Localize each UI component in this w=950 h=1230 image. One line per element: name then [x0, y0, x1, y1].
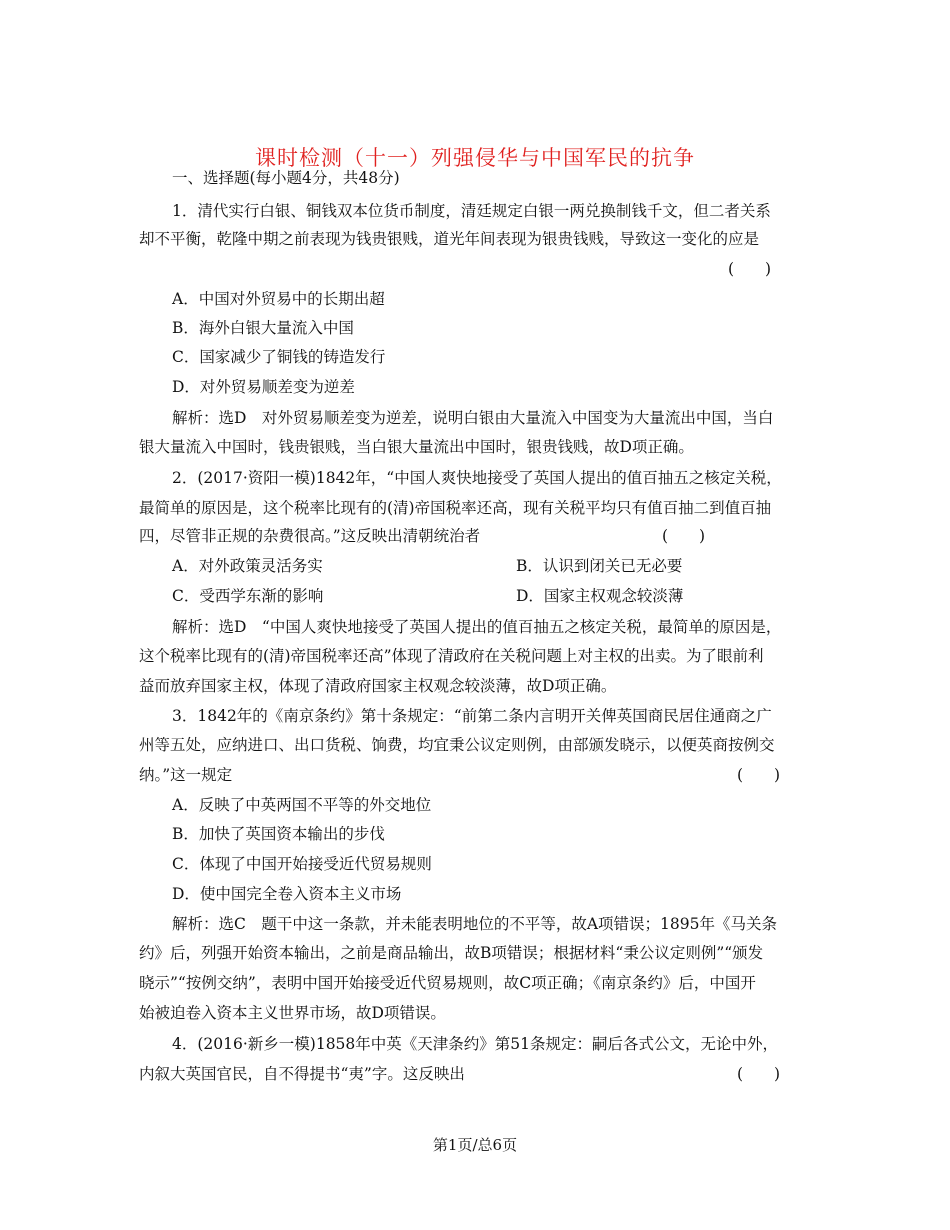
- q1-option-a: A．中国对外贸易中的长期出超: [172, 290, 385, 308]
- q3-analysis-line-4: 始被迫卷入资本主义世界市场，故D项错误。: [139, 1004, 446, 1022]
- page-number-footer: 第1页/总6页: [432, 1136, 518, 1154]
- q2-analysis-line-2: 这个税率比现有的(清)帝国税率还高”体现了清政府在关税问题上对主权的出卖。为了眼前利: [139, 647, 764, 665]
- q1-analysis-line-2: 银大量流入中国时，钱贵银贱，当白银大量流出中国时，银贵钱贱，故D项正确。: [139, 438, 694, 456]
- document-title: 课时检测（十一）列强侵华与中国军民的抗争: [255, 146, 695, 170]
- q3-option-d: D．使中国完全卷入资本主义市场: [172, 885, 402, 903]
- q3-stem-line-3: 纳。”这一规定: [139, 766, 233, 784]
- q3-option-b: B．加快了英国资本输出的步伐: [172, 825, 385, 843]
- q2-option-b: B．认识到闭关已无必要: [516, 557, 683, 575]
- q1-option-d: D．对外贸易顺差变为逆差: [172, 378, 355, 396]
- q1-option-b: B．海外白银大量流入中国: [172, 319, 354, 337]
- q4-answer-blank: ( ): [737, 1065, 781, 1083]
- q1-analysis-line-1: 解析：选D 对外贸易顺差变为逆差，说明白银由大量流入中国变为大量流出中国，当白: [172, 409, 774, 427]
- q2-analysis-line-3: 益而放弃国家主权，体现了清政府国家主权观念较淡薄，故D项正确。: [139, 677, 617, 695]
- q3-stem-line-1: 3．1842年的《南京条约》第十条规定：“前第二条内言明开关俾英国商民居住通商之广: [172, 707, 772, 725]
- q3-answer-blank: ( ): [737, 766, 781, 784]
- section-heading: 一、选择题(每小题4分，共48分): [172, 169, 400, 187]
- q2-stem-line-3: 四，尽管非正规的杂费很高。”这反映出清朝统治者: [139, 527, 481, 545]
- q3-option-c: C．体现了中国开始接受近代贸易规则: [172, 855, 432, 873]
- q1-option-c: C．国家减少了铜钱的铸造发行: [172, 348, 386, 366]
- q4-stem-line-1: 4．(2016·新乡一模)1858年中英《天津条约》第51条规定：嗣后各式公文，无论中外，: [172, 1035, 779, 1053]
- q3-stem-line-2: 州等五处，应纳进口、出口货税、饷费，均宜秉公议定则例，由部颁发晓示，以便英商按例交: [139, 736, 775, 754]
- q2-answer-blank: ( ): [662, 527, 706, 545]
- q2-stem-line-1: 2．(2017·资阳一模)1842年，“中国人爽快地接受了英国人提出的值百抽五之核定关税，: [172, 469, 782, 487]
- q1-stem-line-2: 却不平衡，乾隆中期之前表现为钱贵银贱，道光年间表现为银贵钱贱，导致这一变化的应是: [139, 230, 760, 248]
- q3-analysis-line-3: 晓示”“按例交纳”，表明中国开始接受近代贸易规则，故C项正确；《南京条约》后，中国开: [139, 974, 756, 992]
- q2-option-c: C．受西学东渐的影响: [172, 587, 324, 605]
- q3-option-a: A．反映了中英两国不平等的外交地位: [172, 796, 432, 814]
- q2-option-d: D．国家主权观念较淡薄: [516, 587, 684, 605]
- q2-option-a: A．对外政策灵活务实: [172, 557, 323, 575]
- q2-analysis-line-1: 解析：选D “中国人爽快地接受了英国人提出的值百抽五之核定关税，最简单的原因是，: [172, 618, 782, 636]
- q3-analysis-line-1: 解析：选C 题干中这一条款，并未能表明地位的不平等，故A项错误；1895年《马关条: [172, 915, 778, 933]
- q4-stem-line-2: 内叙大英国官民，自不得提书“夷”字。这反映出: [139, 1065, 465, 1083]
- q2-stem-line-2: 最简单的原因是，这个税率比现有的(清)帝国税率还高，现有关税平均只有值百抽二到值百抽: [139, 499, 772, 517]
- q1-answer-blank: ( ): [728, 260, 772, 278]
- q3-analysis-line-2: 约》后，列强开始资本输出，之前是商品输出，故B项错误；根据材料“秉公议定则例”“颁发: [139, 944, 764, 962]
- q1-stem-line-1: 1．清代实行白银、铜钱双本位货币制度，清廷规定白银一两兑换制钱千文，但二者关系: [172, 202, 771, 220]
